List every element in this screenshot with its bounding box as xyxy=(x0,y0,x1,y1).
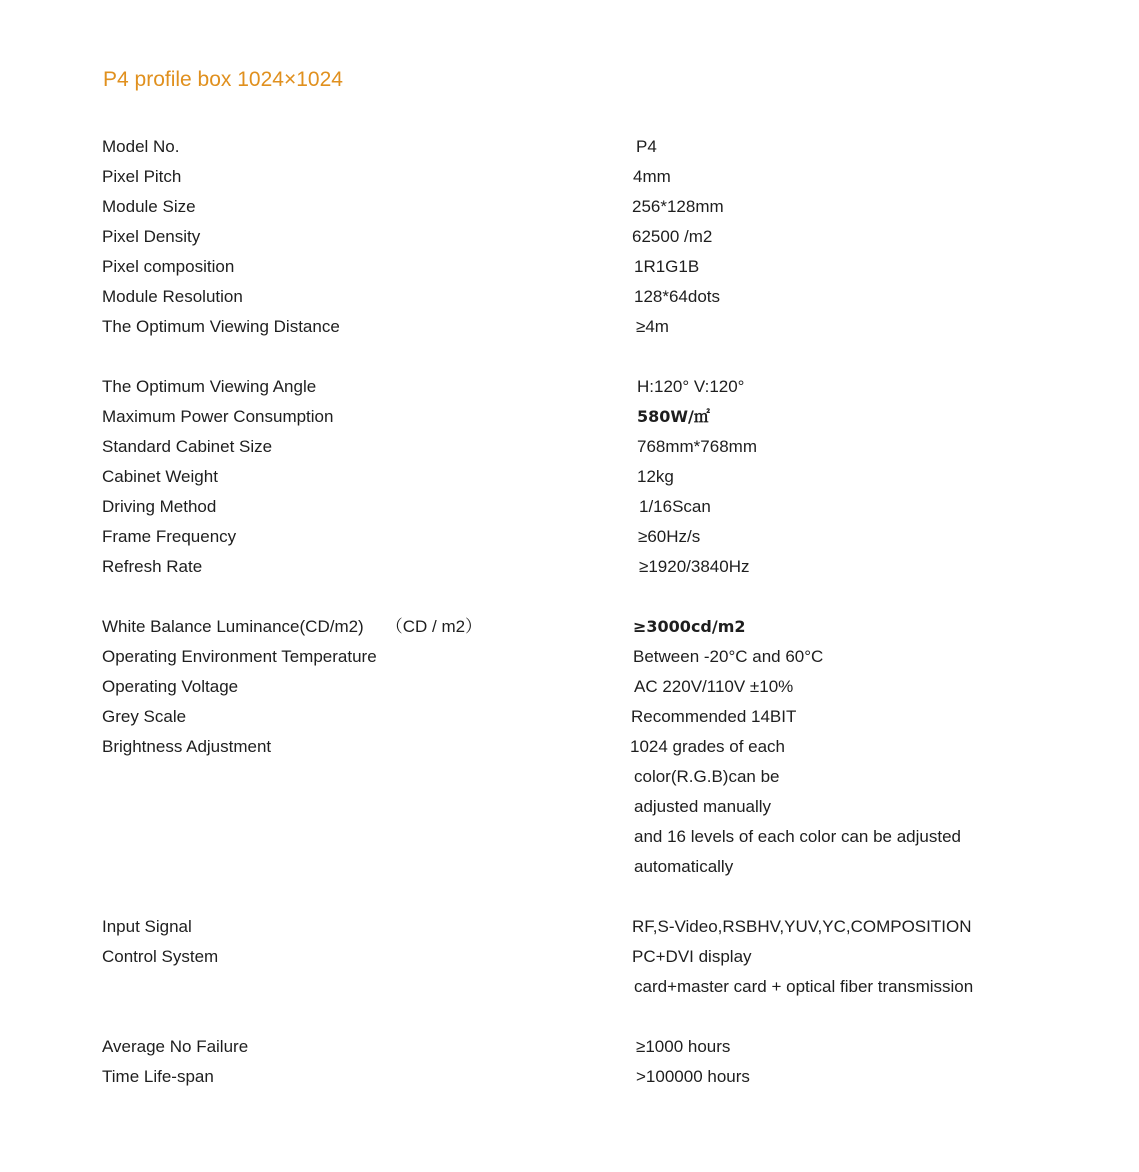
spec-label: Average No Failure xyxy=(102,1037,249,1056)
spec-label: Module Resolution xyxy=(102,287,243,306)
spec-row-viewing-angle xyxy=(0,372,1139,402)
spec-label-note: （CD / m2） xyxy=(385,617,483,636)
spec-label: Brightness Adjustment xyxy=(102,737,272,756)
spec-value: 1/16Scan xyxy=(639,497,711,516)
spec-row-power-consumption xyxy=(0,402,1139,432)
spec-label: The Optimum Viewing Distance xyxy=(102,317,340,336)
spec-label xyxy=(102,612,482,642)
spec-row-average-no-failure xyxy=(0,1032,1139,1062)
spec-row-module-size xyxy=(0,192,1139,222)
spec-label: Frame Frequency xyxy=(102,527,237,546)
spec-value: adjusted manually xyxy=(634,797,772,816)
page-title: P4 profile box 1024×1024 xyxy=(103,68,343,91)
spec-label-text: White Balance Luminance(CD/m2) xyxy=(102,617,364,636)
spec-value: P4 xyxy=(636,137,657,156)
spec-row-continuation xyxy=(0,762,1139,792)
spec-value: 4mm xyxy=(633,167,671,186)
spec-value: 12kg xyxy=(637,467,674,486)
spec-label: Pixel composition xyxy=(102,257,235,276)
spec-value: 768mm*768mm xyxy=(637,437,757,456)
spec-row-module-resolution xyxy=(0,282,1139,312)
spec-row-continuation xyxy=(0,972,1139,1002)
spec-label: Operating Environment Temperature xyxy=(102,647,377,666)
spec-value: ≥1920/3840Hz xyxy=(639,557,750,576)
spec-value: ≥60Hz/s xyxy=(638,527,701,546)
spec-value: automatically xyxy=(634,857,734,876)
spec-row-input-signal xyxy=(0,912,1139,942)
spec-value: ≥4m xyxy=(636,317,669,336)
spec-value: PC+DVI display xyxy=(632,947,752,966)
spec-row-viewing-distance xyxy=(0,312,1139,342)
spec-value: ≥1000 hours xyxy=(636,1037,731,1056)
spec-row-model-no xyxy=(0,132,1139,162)
spec-row-cabinet-weight xyxy=(0,462,1139,492)
spec-row-continuation xyxy=(0,822,1139,852)
spec-label: Control System xyxy=(102,947,219,966)
spec-label: Operating Voltage xyxy=(102,677,239,696)
spec-value: ≥3000cd/m2 xyxy=(633,617,746,636)
spec-value: and 16 levels of each color can be adjusted xyxy=(634,827,962,846)
spec-value: 1R1G1B xyxy=(634,257,700,276)
spec-row-pixel-composition xyxy=(0,252,1139,282)
spec-label: Input Signal xyxy=(102,917,192,936)
spec-label: The Optimum Viewing Angle xyxy=(102,377,317,396)
spec-row-frame-frequency xyxy=(0,522,1139,552)
spec-row-control-system xyxy=(0,942,1139,972)
spec-value: Between -20°C and 60°C xyxy=(633,647,824,666)
spec-row-refresh-rate xyxy=(0,552,1139,582)
spec-value: 1024 grades of each xyxy=(630,737,786,756)
spec-label: Standard Cabinet Size xyxy=(102,437,273,456)
spec-value: color(R.G.B)can be xyxy=(634,767,780,786)
spec-value: card+master card + optical fiber transmission xyxy=(634,977,974,996)
spec-value: 62500 /m2 xyxy=(632,227,713,246)
spec-row-cabinet-size xyxy=(0,432,1139,462)
spec-value: 256*128mm xyxy=(632,197,724,216)
spec-row-environment-temperature xyxy=(0,642,1139,672)
spec-row-continuation xyxy=(0,852,1139,882)
spec-label: Pixel Pitch xyxy=(102,167,182,186)
spec-label: Refresh Rate xyxy=(102,557,203,576)
spec-label: Maximum Power Consumption xyxy=(102,407,334,426)
spec-row-life-span xyxy=(0,1062,1139,1092)
spec-row-brightness-adjustment xyxy=(0,732,1139,762)
spec-value: AC 220V/110V ±10% xyxy=(634,677,794,696)
spec-label: Time Life-span xyxy=(102,1067,214,1086)
spec-label: Module Size xyxy=(102,197,196,216)
spec-row-pixel-pitch xyxy=(0,162,1139,192)
spec-value: 128*64dots xyxy=(634,287,721,306)
spec-row-operating-voltage xyxy=(0,672,1139,702)
spec-row-pixel-density xyxy=(0,222,1139,252)
spec-label: Driving Method xyxy=(102,497,217,516)
spec-label: Cabinet Weight xyxy=(102,467,218,486)
spec-value: >100000 hours xyxy=(636,1067,750,1086)
spec-label: Grey Scale xyxy=(102,707,187,726)
spec-value: H:120° V:120° xyxy=(637,377,745,396)
spec-row-driving-method xyxy=(0,492,1139,522)
spec-row-grey-scale xyxy=(0,702,1139,732)
spec-row-continuation xyxy=(0,792,1139,822)
spec-value: 580W/㎡ xyxy=(637,407,710,426)
spec-value: Recommended 14BIT xyxy=(631,707,797,726)
spec-label: Model No. xyxy=(102,137,180,156)
spec-row-white-balance xyxy=(0,612,1139,642)
spec-value: RF,S-Video,RSBHV,YUV,YC,COMPOSITION xyxy=(632,917,972,936)
spec-label: Pixel Density xyxy=(102,227,201,246)
